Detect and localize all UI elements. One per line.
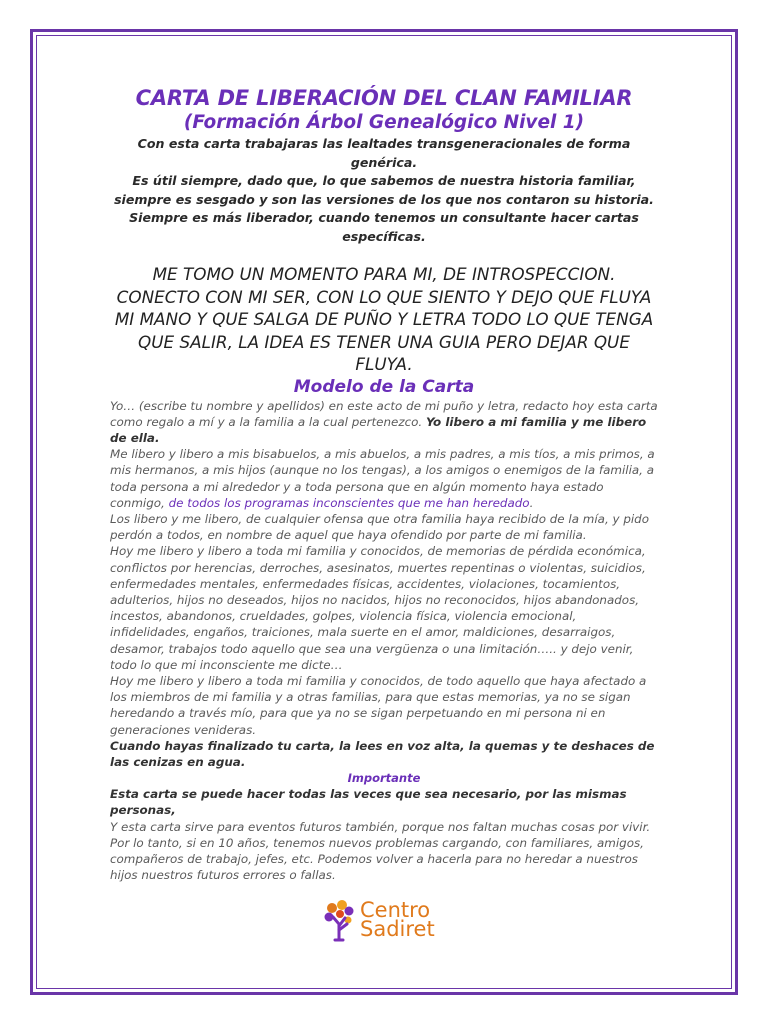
letter-emphasis: Yo libero a mi familia y me libero de ella. bbox=[110, 414, 647, 445]
document-title: CARTA DE LIBERACIÓN DEL CLAN FAMILIAR bbox=[135, 86, 633, 110]
important-heading: Importante bbox=[347, 771, 421, 786]
logo-line-1: Centro bbox=[360, 898, 431, 922]
centro-sadiret-logo bbox=[322, 898, 452, 942]
intro-paragraph: Con esta carta trabajaras las lealtades transgeneracionales de forma genérica. bbox=[137, 136, 631, 170]
logo-line-2: Sadiret bbox=[360, 917, 435, 941]
letter-text: Yo… (escribe tu nombre y apellidos) en este acto de mi puño y letra, redacto hoy esta carta como regalo a mí y a la familia a la cual pertenezco. bbox=[110, 398, 658, 429]
logo-wordmark bbox=[360, 898, 435, 941]
intro-paragraph: Es útil siempre, dado que, lo que sabemos de nuestra historia familiar, siempre es sesgado y son las versiones de los que nos contaron su historia. bbox=[114, 173, 654, 207]
closing-instruction: Cuando hayas finalizado tu carta, la lees en voz alta, la quemas y te deshaces de las cenizas en agua. bbox=[110, 738, 655, 769]
letter-document bbox=[110, 86, 658, 883]
intro-text bbox=[110, 135, 658, 246]
letter-text: . bbox=[529, 495, 534, 510]
intro-paragraph: Siempre es más liberador, cuando tenemos un consultante hacer cartas específicas. bbox=[129, 210, 639, 244]
letter-paragraph: Hoy me libero y libero a toda mi familia y conocidos, de todo aquello que haya afectado a los miembros de mi familia y a otras familias, para que estas memorias, ya no se sigan heredando a través mío, para que ya no se sigan perpetuando en mi persona ni en generaciones venideras. bbox=[110, 673, 647, 737]
letter-paragraph bbox=[110, 398, 658, 447]
letter-text: Me libero y libero a mis bisabuelos, a mis abuelos, a mis padres, a mis tíos, a mis primos, a mis hermanos, a mis hijos (aunque no los tengas), a los amigos o enemigos de la familia, a toda persona a mi alrededor y a toda persona que en algún momento haya estado conmigo, bbox=[110, 447, 655, 510]
letter-paragraph: Hoy me libero y libero a toda mi familia y conocidos, de memorias de pérdida económica, conflictos por herencias, derroches, asesinatos, muertes repentinas o violentas, suicidios, enfermedades mentales, enfermedades físicas, accidentes, violaciones, tocamientos, adulterios, hijos no deseados, hijos no nacidos, hijos no reconocidos, hijos abandonados, incestos, abandonos, crueldades, golpes, violencia física, violencia emocional, infidelidades, engaños, traiciones, mala suerte en el amor, maldiciones, desarraigos, desamor, trabajos todo aquello que sea una vergüenza o una limitación….. y dejo venir, todo lo que mi inconsciente me dicte… bbox=[110, 544, 646, 672]
letter-highlight: de todos los programas inconscientes que me han heredado bbox=[168, 495, 530, 510]
letter-model-body bbox=[110, 398, 658, 884]
model-heading: Modelo de la Carta bbox=[293, 376, 475, 397]
important-paragraph: Y esta carta sirve para eventos futuros también, porque nos faltan muchas cosas por vivir. Por lo tanto, si en 10 años, tenemos nuevos problemas cargando, con familiares, amigos, compañeros de trabajo, jefes, etc. Podemos volver a hacerla para no heredar a nuestros hijos nuestros futuros errores o fallas. bbox=[110, 819, 651, 883]
letter-paragraph bbox=[110, 446, 658, 511]
document-subtitle: (Formación Árbol Genealógico Nivel 1) bbox=[183, 112, 585, 133]
instruction-text: ME TOMO UN MOMENTO PARA MI, DE INTROSPECCION. CONECTO CON MI SER, CON LO QUE SIENTO Y DEJO QUE FLUYA MI MANO Y QUE SALGA DE PUÑO Y LETRA TODO LO QUE TENGA QUE SALIR, LA IDEA ES TENER UNA GUIA PERO DEJAR QUE FLUYA. bbox=[114, 264, 654, 374]
letter-paragraph: Los libero y me libero, de cualquier ofensa que otra familia haya recibido de la mía, y pido perdón a todos, en nombre de aquel que haya ofendido por parte de mi familia. bbox=[110, 511, 649, 543]
important-note: Esta carta se puede hacer todas las veces que sea necesario, por las mismas personas, bbox=[110, 787, 627, 818]
tree-logo-icon bbox=[322, 898, 356, 942]
